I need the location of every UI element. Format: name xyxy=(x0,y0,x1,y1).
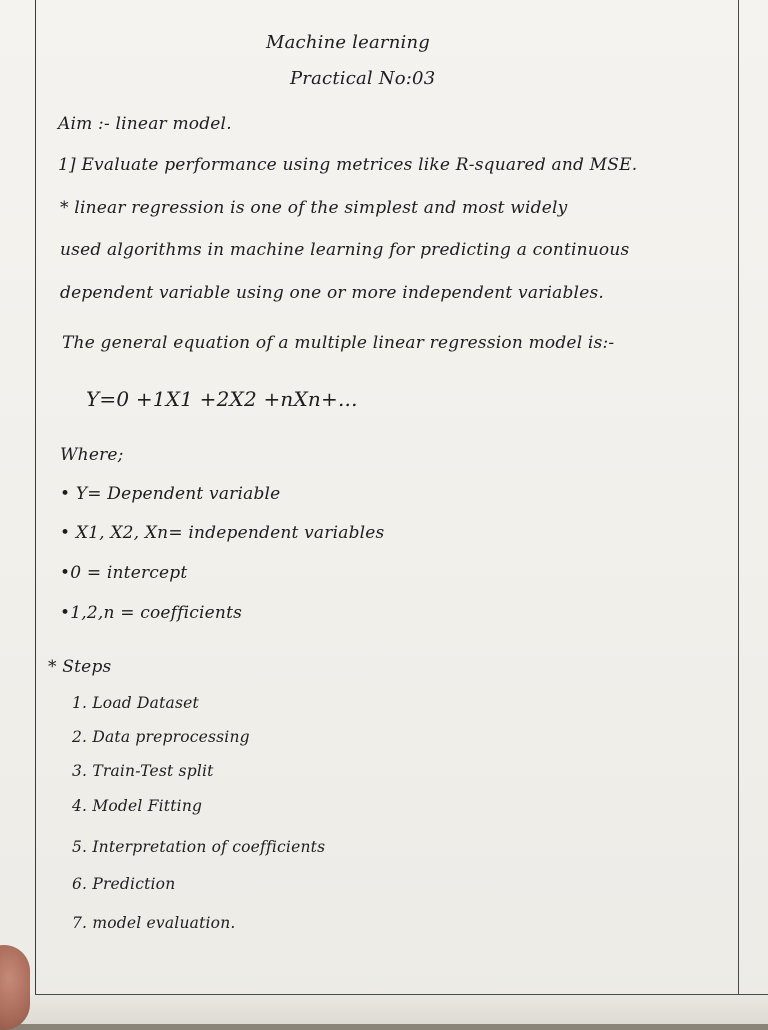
step-item: 1. Load Dataset xyxy=(72,694,199,712)
where-heading: Where; xyxy=(60,445,124,465)
equation-intro: The general equation of a multiple linear regression model is:- xyxy=(62,333,615,353)
left-margin-line xyxy=(35,0,36,1024)
regression-equation: Y=0 +1X1 +2X2 +nXn+... xyxy=(86,387,358,411)
where-item: • X1, X2, Xn= independent variables xyxy=(60,523,385,543)
where-item: •1,2,n = coefficients xyxy=(60,603,243,623)
practical-number: Practical No:03 xyxy=(290,68,436,89)
step-item: 3. Train-Test split xyxy=(72,762,214,780)
step-item: 5. Interpretation of coefficients xyxy=(72,838,326,856)
step-item: 7. model evaluation. xyxy=(72,914,236,932)
step-item: 2. Data preprocessing xyxy=(72,728,250,746)
page-bottom-edge xyxy=(0,995,768,1024)
intro-line-3: dependent variable using one or more independent variables. xyxy=(60,283,604,303)
right-margin-line xyxy=(738,0,739,1024)
step-item: 4. Model Fitting xyxy=(72,797,203,815)
where-item: • Y= Dependent variable xyxy=(60,484,281,504)
aim-line: Aim :- linear model. xyxy=(58,114,232,134)
intro-line-1: * linear regression is one of the simplest and most widely xyxy=(60,198,568,218)
where-item: •0 = intercept xyxy=(60,563,188,583)
steps-heading: * Steps xyxy=(48,657,112,677)
task-line: 1] Evaluate performance using metrices like R-squared and MSE. xyxy=(58,155,638,175)
thumb xyxy=(0,945,30,1030)
intro-line-2: used algorithms in machine learning for predicting a continuous xyxy=(60,240,630,260)
step-item: 6. Prediction xyxy=(72,875,176,893)
page-title: Machine learning xyxy=(266,32,430,53)
